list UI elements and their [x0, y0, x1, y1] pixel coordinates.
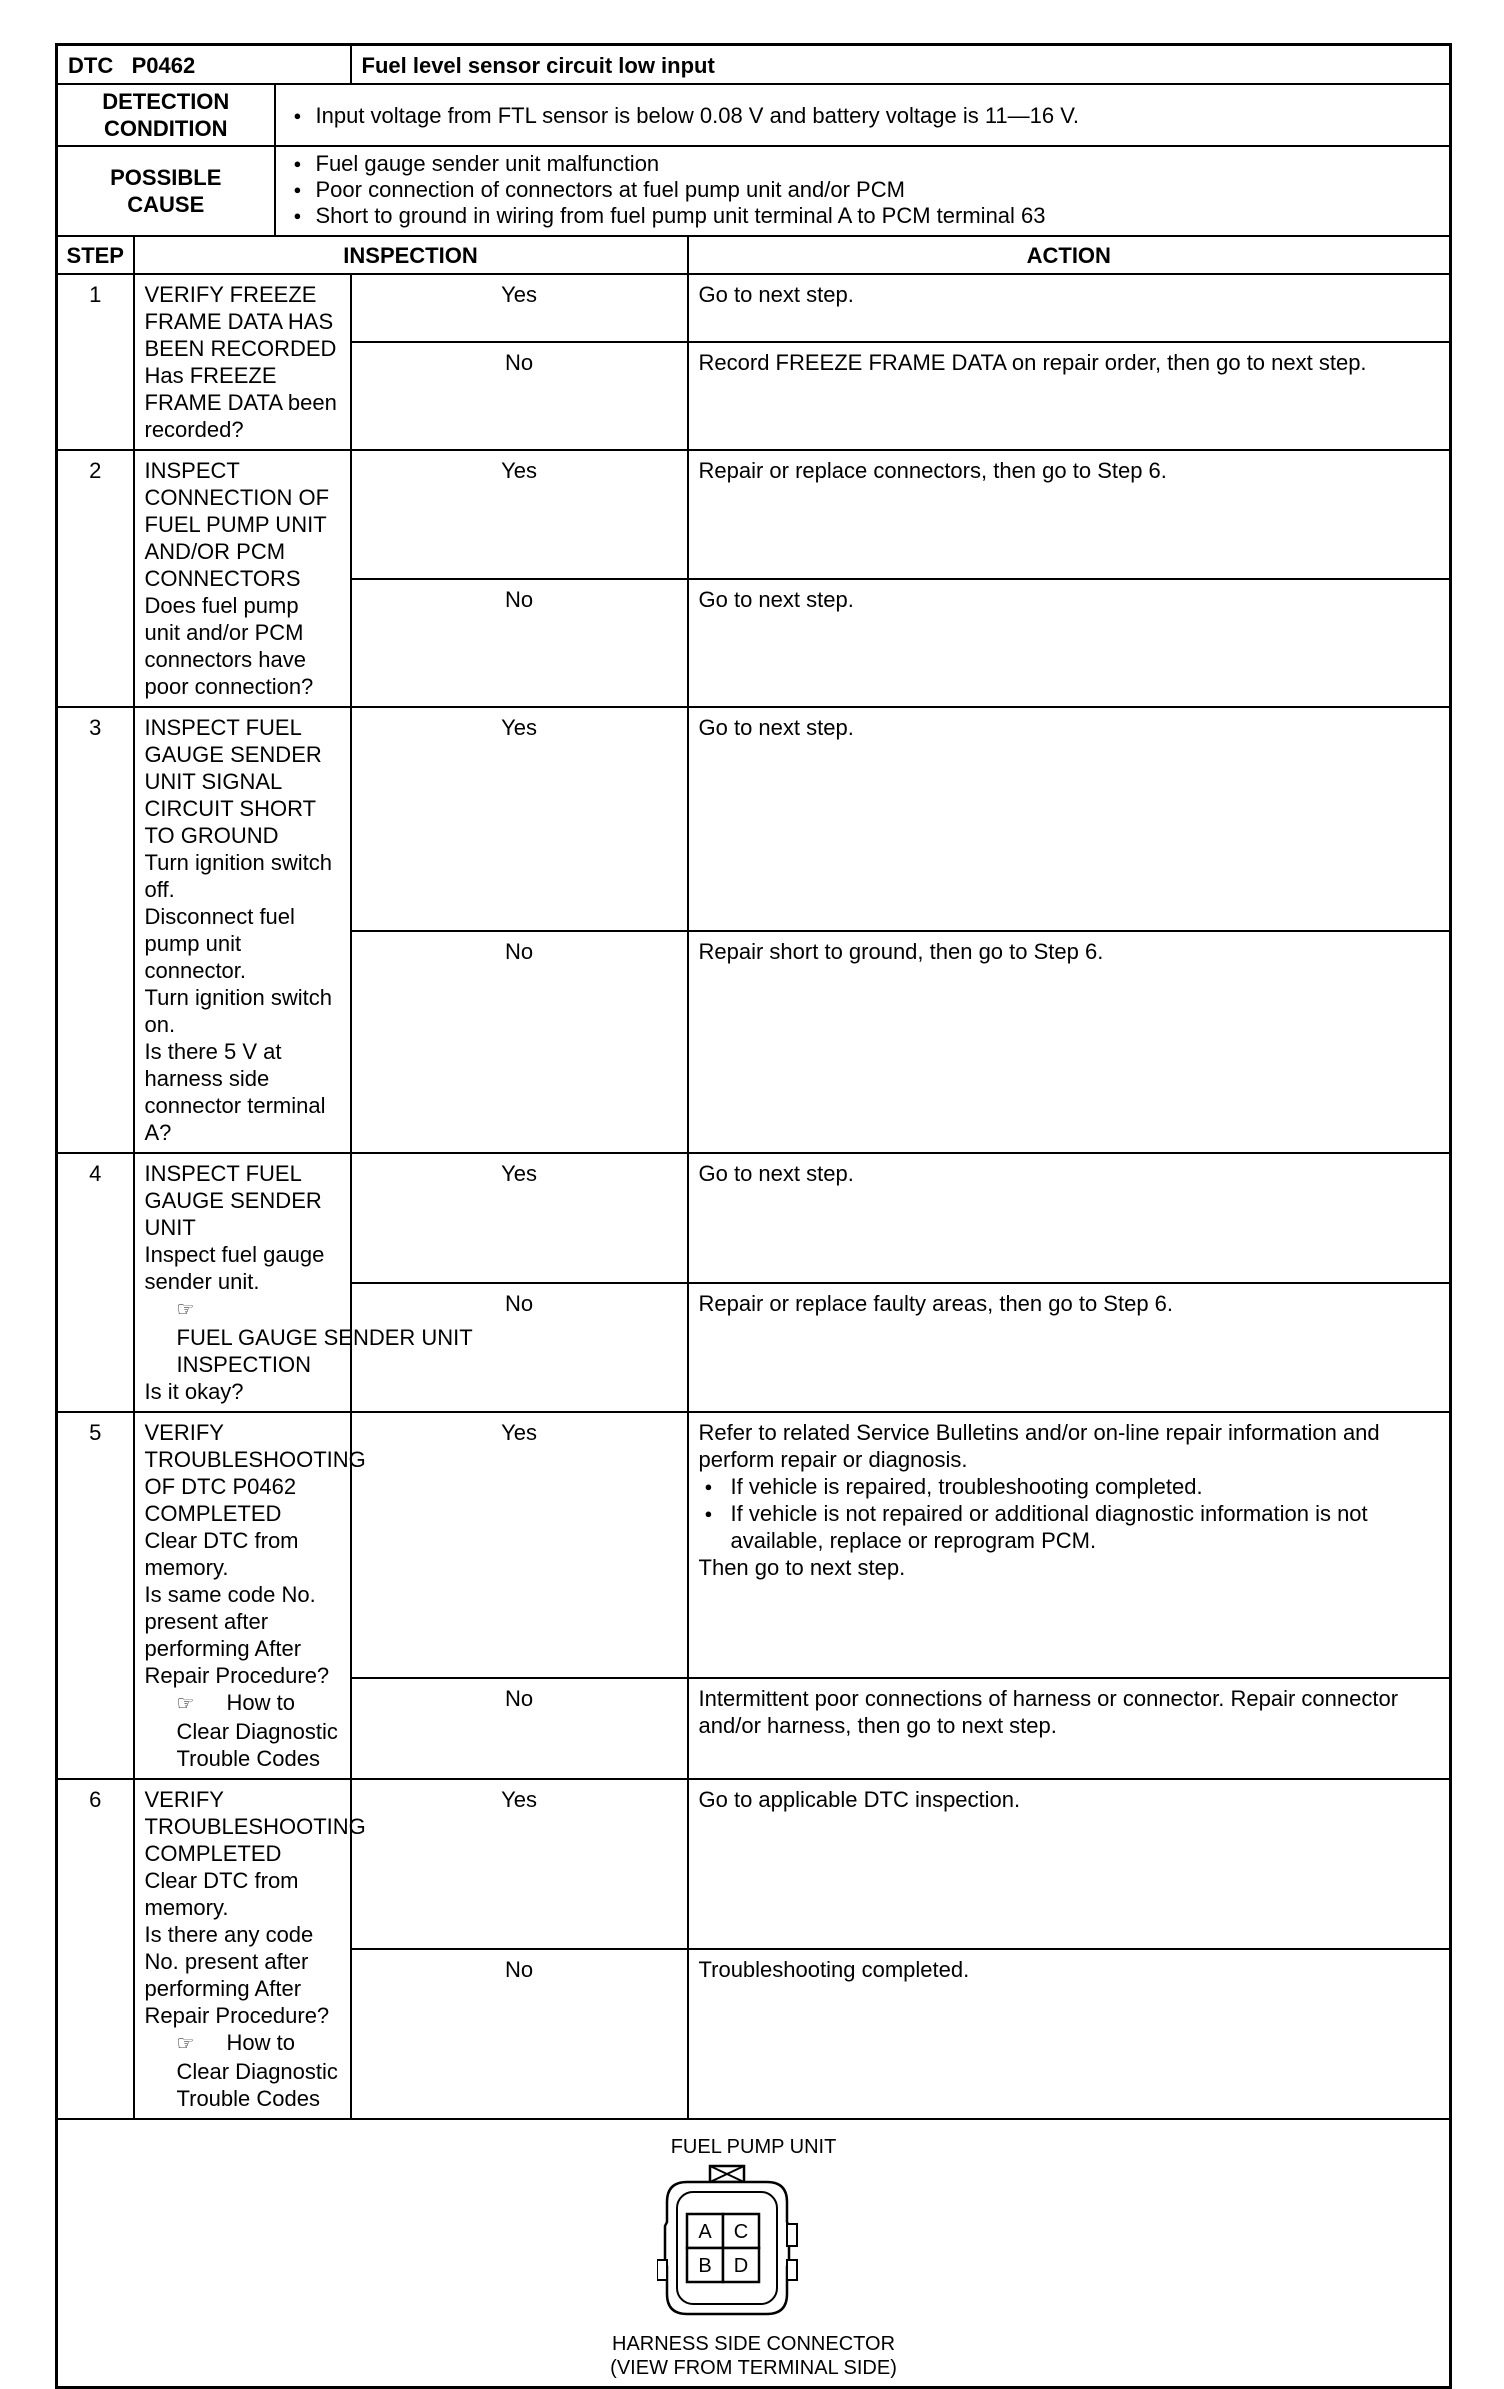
- reference-link[interactable]: [145, 1295, 473, 1378]
- step-heading: VERIFY TROUBLESHOOTING COMPLETED: [144, 1787, 366, 1866]
- no-label: No: [351, 579, 688, 708]
- reference-text: How to Clear Diagnostic Trouble Codes: [176, 1690, 338, 1771]
- reference-pointer-icon: ☞: [176, 1693, 195, 1715]
- no-label: No: [351, 1283, 688, 1413]
- step-5-inspection: [134, 1412, 366, 1779]
- step-2-yes-row: [57, 450, 1451, 579]
- step-number: 5: [57, 1412, 134, 1779]
- step-line: Does fuel pump unit and/or PCM connectors have poor connection?: [144, 593, 314, 699]
- yes-action: Go to next step.: [688, 1153, 1451, 1283]
- step-line: Disconnect fuel pump unit connector.: [144, 904, 295, 983]
- no-label: No: [351, 931, 688, 1153]
- caption-line: (VIEW FROM TERMINAL SIDE): [610, 2357, 897, 2379]
- yes-label: Yes: [351, 450, 688, 579]
- step-number: 1: [57, 274, 134, 450]
- figure-caption: [58, 2332, 1449, 2380]
- figure-title: FUEL PUMP UNIT: [670, 2136, 837, 2158]
- dtc-code-cell: [57, 45, 351, 85]
- no-action: Record FREEZE FRAME DATA on repair order, then go to next step.: [688, 342, 1451, 450]
- step-number: 6: [57, 1779, 134, 2119]
- detection-condition: [275, 84, 1451, 146]
- connector-side-tab: [657, 2260, 667, 2280]
- step-line: Clear DTC from memory.: [144, 1528, 299, 1580]
- dtc-label: DTC: [68, 53, 114, 78]
- reference-text: How to Clear Diagnostic Trouble Codes: [176, 2030, 338, 2111]
- dtc-code: P0462: [131, 53, 196, 78]
- terminal-label: A: [698, 2221, 712, 2243]
- header-row: [57, 45, 1451, 85]
- step-line: Clear DTC from memory.: [144, 1868, 299, 1920]
- yes-label: Yes: [351, 707, 688, 931]
- no-action: Repair short to ground, then go to Step 6.: [688, 931, 1451, 1153]
- yes-action-outro: Then go to next step.: [698, 1555, 906, 1580]
- step-heading: INSPECT FUEL GAUGE SENDER UNIT SIGNAL CIRCUIT SHORT TO GROUND: [144, 715, 322, 848]
- yes-action-bullet: ● If vehicle is not repaired or additional diagnostic information is not available, replace or reprogram PCM.: [699, 1500, 1440, 1554]
- dtc-title: Fuel level sensor circuit low input: [351, 45, 1451, 85]
- step-4-yes-row: [57, 1153, 1451, 1283]
- detection-label: DETECTION CONDITION: [57, 84, 275, 146]
- possible-cause-row: [57, 146, 1451, 236]
- step-line: Turn ignition switch off.: [144, 850, 332, 902]
- step-6-inspection: [134, 1779, 366, 2119]
- reference-text: FUEL GAUGE SENDER UNIT INSPECTION: [176, 1325, 473, 1377]
- reference-pointer-icon: ☞: [176, 1299, 195, 1321]
- step-3-inspection: [134, 707, 351, 1153]
- step-line: Is same code No. present after performing After Repair Procedure?: [144, 1582, 330, 1688]
- reference-pointer-icon: ☞: [176, 2033, 195, 2055]
- yes-label: Yes: [351, 1153, 688, 1283]
- step-1-inspection: [134, 274, 351, 450]
- col-step: STEP: [57, 236, 134, 274]
- yes-action-intro: Refer to related Service Bulletins and/or on-line repair information and perform repair or diagnosis.: [698, 1420, 1380, 1472]
- yes-action: Repair or replace connectors, then go to Step 6.: [688, 450, 1451, 579]
- yes-label: Yes: [351, 1779, 688, 1949]
- step-line: Is there any code No. present after performing After Repair Procedure?: [144, 1922, 330, 2028]
- step-1-yes-row: [57, 274, 1451, 342]
- possible-cause-label: POSSIBLE CAUSE: [57, 146, 275, 236]
- column-header-row: [57, 236, 1451, 274]
- cause-item: ● Fuel gauge sender unit malfunction: [286, 151, 1440, 177]
- reference-link[interactable]: [145, 1689, 340, 1772]
- terminal-label: B: [698, 2255, 712, 2277]
- col-action: ACTION: [688, 236, 1451, 274]
- no-action: Repair or replace faulty areas, then go to Step 6.: [688, 1283, 1451, 1413]
- no-label: No: [351, 1678, 688, 1779]
- yes-action: Go to applicable DTC inspection.: [688, 1779, 1451, 1949]
- connector-diagram: [657, 2164, 817, 2324]
- figure-row: [57, 2119, 1451, 2388]
- yes-label: Yes: [351, 1412, 688, 1678]
- cause-item: ● Short to ground in wiring from fuel pump unit terminal A to PCM terminal 63: [286, 203, 1440, 229]
- step-heading: INSPECT CONNECTION OF FUEL PUMP UNIT AND/OR PCM CONNECTORS: [144, 458, 330, 591]
- no-label: No: [351, 1949, 688, 2119]
- terminal-label: D: [733, 2255, 749, 2277]
- col-inspection: INSPECTION: [134, 236, 688, 274]
- connector-figure: [57, 2119, 1451, 2388]
- yes-action-bullet: ● If vehicle is repaired, troubleshooting completed.: [699, 1473, 1440, 1500]
- step-2-inspection: [134, 450, 351, 707]
- step-6-yes-row: [57, 1779, 1451, 1949]
- no-label: No: [351, 342, 688, 450]
- step-line: Is it okay?: [144, 1379, 244, 1404]
- reference-link[interactable]: [145, 2029, 340, 2112]
- step-line: Is there 5 V at harness side connector terminal A?: [144, 1039, 326, 1145]
- caption-line: HARNESS SIDE CONNECTOR: [612, 2333, 896, 2355]
- yes-action: Go to next step.: [688, 274, 1451, 342]
- yes-action: [688, 1412, 1451, 1678]
- yes-label: Yes: [351, 274, 688, 342]
- no-action: Intermittent poor connections of harness or connector. Repair connector and/or harness, then go to next step.: [688, 1678, 1451, 1779]
- step-number: 4: [57, 1153, 134, 1412]
- connector-side-tab: [787, 2260, 797, 2280]
- cause-item: ● Poor connection of connectors at fuel pump unit and/or PCM: [286, 177, 1440, 203]
- detection-row: [57, 84, 1451, 146]
- dtc-table: [55, 43, 1452, 2389]
- connector-side-tab: [787, 2224, 797, 2246]
- step-number: 3: [57, 707, 134, 1153]
- step-3-yes-row: [57, 707, 1451, 931]
- dtc-document: [55, 43, 1449, 2389]
- terminal-label: C: [733, 2221, 749, 2243]
- step-number: 2: [57, 450, 134, 707]
- step-line: Has FREEZE FRAME DATA been recorded?: [144, 363, 337, 442]
- step-heading: VERIFY FREEZE FRAME DATA HAS BEEN RECORDED: [144, 282, 337, 361]
- step-4-inspection: [134, 1153, 473, 1412]
- detection-item: ● Input voltage from FTL sensor is below 0.08 V and battery voltage is 11—16 V.: [286, 102, 1440, 129]
- yes-action: Go to next step.: [688, 707, 1451, 931]
- step-heading: VERIFY TROUBLESHOOTING OF DTC P0462 COMPLETED: [144, 1420, 366, 1526]
- possible-cause-list: [275, 146, 1451, 236]
- no-action: Troubleshooting completed.: [688, 1949, 1451, 2119]
- step-heading: INSPECT FUEL GAUGE SENDER UNIT: [144, 1161, 322, 1240]
- no-action: Go to next step.: [688, 579, 1451, 708]
- step-5-yes-row: [57, 1412, 1451, 1678]
- step-line: Turn ignition switch on.: [144, 985, 332, 1037]
- step-line: Inspect fuel gauge sender unit.: [144, 1242, 325, 1294]
